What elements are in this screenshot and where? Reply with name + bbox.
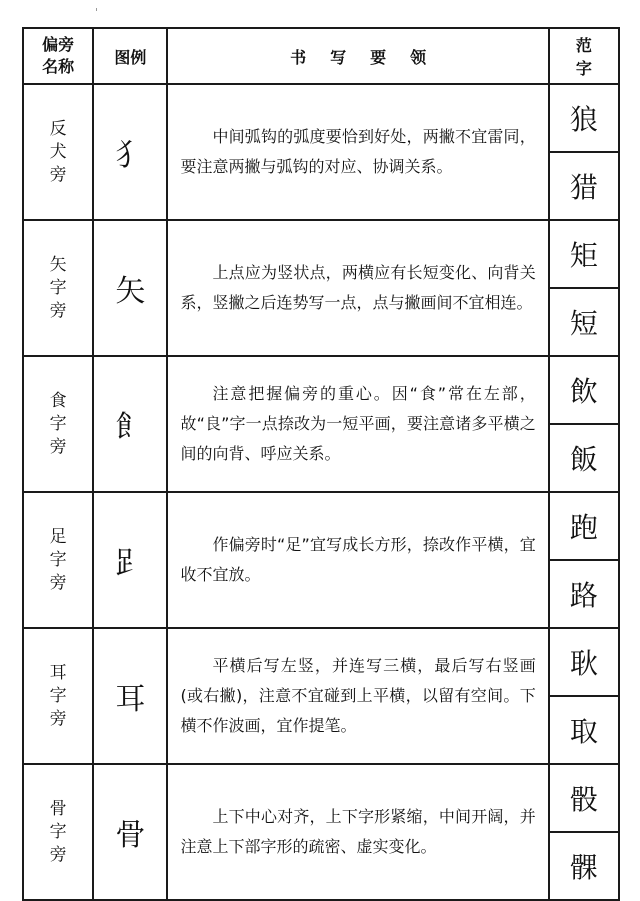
table-row [23,492,619,560]
radical-name-cell [23,356,93,492]
header-radical-name-line1: 偏旁 [42,35,75,54]
radical-name: 耳字旁 [49,662,67,729]
radical-name: 骨字旁 [49,798,67,865]
sample-character: 耿 [549,628,619,696]
radical-example: 𧾷 [93,492,167,628]
writing-key-text: 上下中心对齐，上下字形紧缩，中间开阔，并注意上下部字形的疏密、虚实变化。 [180,807,536,856]
writing-key-points [167,628,548,764]
radical-name: 足字旁 [49,526,67,593]
scan-mark [96,8,97,11]
table-row [23,356,619,424]
table-row [23,84,619,152]
writing-key-text: 中间弧钩的弧度要恰到好处，两撇不宜雷同，要注意两撇与弧钩的对应、协调关系。 [180,127,536,176]
radical-example: 骨 [93,764,167,900]
header-example: 图例 [93,28,167,84]
writing-key-points [167,492,548,628]
table-row [23,764,619,832]
writing-key-points [167,356,548,492]
header-radical-name [23,28,93,84]
writing-key-points [167,84,548,220]
sample-character: 跑 [549,492,619,560]
writing-key-text: 上点应为竖状点，两横应有长短变化、向背关系，竖撇之后连势写一点，点与撇画间不宜相连。 [180,263,536,312]
radical-example: 矢 [93,220,167,356]
sample-character: 取 [549,696,619,764]
sample-character: 飯 [549,424,619,492]
sample-character: 狼 [549,84,619,152]
radical-name-cell [23,492,93,628]
table-row [23,628,619,696]
header-sample: 范字 [549,28,619,84]
sample-character: 路 [549,560,619,628]
writing-key-points [167,220,548,356]
writing-key-points [167,764,548,900]
sample-character: 矩 [549,220,619,288]
radical-name-cell [23,628,93,764]
radical-name: 食字旁 [49,390,67,457]
table-row [23,220,619,288]
radical-name-cell [23,764,93,900]
sample-character: 猎 [549,152,619,220]
header-radical-name-line2: 名称 [42,57,75,76]
header-key-points: 书写要领 [167,28,548,84]
sample-character: 短 [549,288,619,356]
radical-example: 耳 [93,628,167,764]
writing-key-text: 作偏旁时“足”宜写成长方形，捺改作平横，宜收不宜放。 [180,535,536,584]
radical-name-cell [23,220,93,356]
radical-writing-table [22,27,620,901]
sample-character: 骰 [549,764,619,832]
sample-character: 髁 [549,832,619,900]
radical-example: 犭 [93,84,167,220]
sample-character: 飲 [549,356,619,424]
radical-name-cell [23,84,93,220]
writing-key-text: 注意把握偏旁的重心。因“食”常在左部，故“良”字一点捺改为一短平画，要注意诸多平横之间的向背、呼应关系。 [180,384,536,463]
writing-key-text: 平横后写左竖，并连写三横，最后写右竖画(或右撇)，注意不宜碰到上平横，以留有空间。下横不作波画，宜作提笔。 [180,656,536,735]
radical-name: 矢字旁 [49,254,67,321]
radical-example: 飠 [93,356,167,492]
radical-name: 反犬旁 [49,118,67,185]
table-header-row [23,28,619,84]
